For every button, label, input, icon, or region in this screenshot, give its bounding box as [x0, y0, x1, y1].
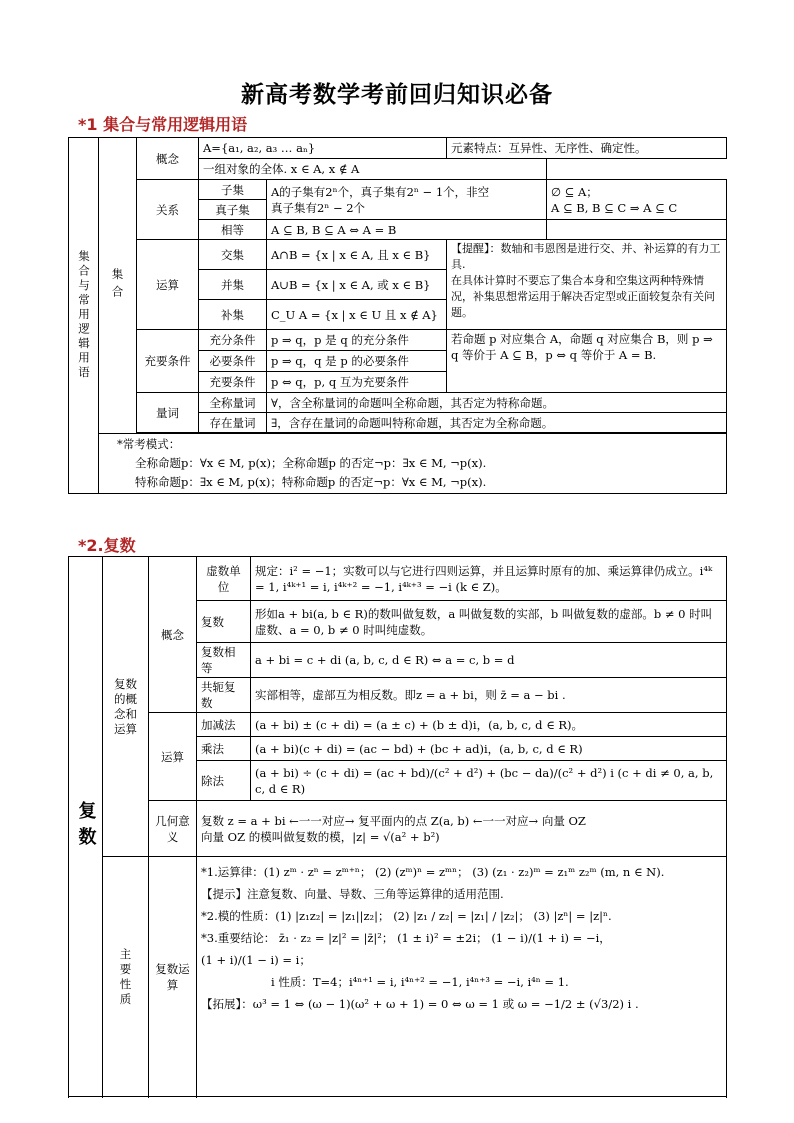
operations-tip: 【提醒】：数轴和韦恩图是进行交、并、补运算的有力工具. 在具体计算时不要忘了集合本身和空集这两种特殊情况，补集思想常运用于解决否定型或正面较复杂有关问题。 [447, 240, 727, 330]
equal-label: 相等 [199, 220, 267, 240]
sufficient-formula: p ⇒ q，p 是 q 的充分条件 [267, 330, 447, 351]
concept-label: 概念 [137, 138, 199, 180]
complex-number-def: 形如a + bi(a, b ∈ R)的数叫做复数，a 叫做复数的实部，b 叫做复数的虚部。b ≠ 0 时叫虚数、a = 0, b ≠ 0 时叫纯虚数。 [251, 601, 727, 643]
quantifier-label: 量词 [137, 393, 199, 433]
complex-outer-label: 复数 [69, 557, 103, 1097]
add-sub-formula: (a + bi) ± (c + di) = (a ± c) + (b ± d)i，(a, b, c, d ∈ R)。 [251, 713, 727, 737]
intersection-formula: A∩B = {x | x ∈ A, 且 x ∈ B} [267, 240, 447, 270]
sufficient-label: 充分条件 [199, 330, 267, 351]
complex-equal-label: 复数相等 [197, 643, 251, 678]
conjugate-def: 实部相等，虚部互为相反数。即z = a + bi，则 z̄ = a − bi . [251, 678, 727, 713]
necessary-formula: p ⇒ q，q 是 p 的必要条件 [267, 351, 447, 372]
add-sub-label: 加减法 [197, 713, 251, 737]
complex-calc-label: 复数运算 [149, 857, 197, 1097]
concept-label-2: 概念 [149, 557, 197, 713]
geometric-meaning: 复数 z = a + bi ←一一对应→ 复平面内的点 Z(a, b) ←一一对应→ 向量 OZ 向量 OZ 的模叫做复数的模，|z| = √(a² + b²) [197, 801, 727, 857]
common-patterns: *常考模式： 全称命题p：∀x ∈ M, p(x)；全称命题p 的否定¬p：∃x ∈ M, ¬p(x). 特称命题p：∃x ∈ M, p(x)；特称命题p 的否定¬p：∀x ∈ M, ¬p(x). [99, 434, 727, 494]
subset-count: A的子集有2ⁿ个，真子集有2ⁿ − 1个，非空 真子集有2ⁿ − 2个 [267, 180, 547, 220]
operation-label-2: 运算 [149, 713, 197, 801]
divide-formula: (a + bi) ÷ (c + di) = (ac + bd)/(c² + d²) + (bc − da)/(c² + d²) i (c + di ≠ 0, a, b, c, d ∈ R) [251, 761, 727, 801]
geometric-label: 几何意义 [149, 801, 197, 857]
page-title: 新高考数学考前回归知识必备 [241, 82, 553, 108]
intersection-label: 交集 [199, 240, 267, 270]
divide-label: 除法 [197, 761, 251, 801]
section-heading-complex: *2.复数 [78, 536, 136, 555]
existential-formula: ∃，含存在量词的命题叫特称命题，其否定为全称命题。 [267, 413, 727, 433]
subset-rules: ∅ ⊆ A； A ⊆ B, B ⊆ C ⇒ A ⊆ C [547, 180, 727, 220]
both-label: 充要条件 [199, 372, 267, 393]
conjugate-label: 共轭复数 [197, 678, 251, 713]
subset-label: 子集 [199, 180, 267, 200]
relation-label: 关系 [137, 180, 199, 240]
operations-label: 运算 [137, 240, 199, 330]
union-formula: A∪B = {x | x ∈ A, 或 x ∈ B} [267, 270, 447, 300]
union-label: 并集 [199, 270, 267, 300]
sets-outer-label: 集合与常用逻辑用语 [69, 138, 99, 494]
condition-label: 充要条件 [137, 330, 199, 393]
sets-logic-table [68, 137, 727, 494]
set-whole: 一组对象的全体. x ∈ A, x ∉ A [199, 159, 547, 180]
complex-group-concept: 复数的概念和运算 [103, 557, 149, 857]
universal-formula: ∀，含全称量词的命题叫全称命题，其否定为特称命题。 [267, 393, 727, 413]
complex-properties: *1.运算律：(1) zᵐ · zⁿ = zᵐ⁺ⁿ； (2) (zᵐ)ⁿ = zᵐⁿ； (3) (z₁ · z₂)ᵐ = z₁ᵐ z₂ᵐ (m, n ∈ N). 【提示】注意复数、向量、导数、三角等运算律的适用范围. *2.模的性质：(1) |z₁z₂| = |z₁||z₂|； (2) |z₁ / z₂| = |z₁| / |z₂|； (3) |zⁿ| = |z|ⁿ. *3.重要结论： z̄₁ · z₂ = |z|² = |z̄|²； (1 ± i)² = ±2i； (1 − i)/(1 + i) = −i， (1 + i)/(1 − i) = i； i 性质：T=4；i⁴ⁿ⁺¹ = i, i⁴ⁿ⁺² = −1, i⁴ⁿ⁺³ = −i, i⁴ⁿ = 1. 【拓展】：ω³ = 1 ⇔ (ω − 1)(ω² + ω + 1) = 0 ⇔ ω = 1 或 ω = −1/2 ± (√3/2) i . [197, 857, 727, 1097]
necessary-label: 必要条件 [199, 351, 267, 372]
complex-number-label: 复数 [197, 601, 251, 643]
equal-rule: A ⊆ B, B ⊆ A ⇔ A = B [267, 220, 547, 240]
set-definition: A={a₁, a₂, a₃ … aₙ} [199, 138, 447, 159]
complex-equal-formula: a + bi = c + di (a, b, c, d ∈ R) ⇔ a = c, b = d [251, 643, 727, 678]
complement-label: 补集 [199, 300, 267, 330]
sets-inner-label: 集合 [99, 138, 137, 434]
complex-table [68, 556, 727, 1097]
main-properties-label: 主要性质 [103, 857, 149, 1097]
section-heading-sets: *1 集合与常用逻辑用语 [78, 115, 248, 134]
existential-label: 存在量词 [199, 413, 267, 433]
both-formula: p ⇔ q，p, q 互为充要条件 [267, 372, 447, 393]
imaginary-unit-label: 虚数单位 [197, 557, 251, 601]
multiply-label: 乘法 [197, 737, 251, 761]
proper-subset-label: 真子集 [199, 200, 267, 220]
imaginary-unit-formula: 规定：i² = −1；实数可以与它进行四则运算，并且运算时原有的加、乘运算律仍成立。i⁴ᵏ = 1, i⁴ᵏ⁺¹ = i, i⁴ᵏ⁺² = −1, i⁴ᵏ⁺³ = −i (k ∈ Z)。 [251, 557, 727, 601]
condition-set-view: 若命题 p 对应集合 A，命题 q 对应集合 B，则 p ⇒ q 等价于 A ⊆ B，p ⇔ q 等价于 A = B. [447, 330, 727, 393]
multiply-formula: (a + bi)(c + di) = (ac − bd) + (bc + ad)i，(a, b, c, d ∈ R) [251, 737, 727, 761]
complement-formula: C_U A = {x | x ∈ U 且 x ∉ A} [267, 300, 447, 330]
element-features: 元素特点：互异性、无序性、确定性。 [447, 138, 727, 159]
universal-label: 全称量词 [199, 393, 267, 413]
